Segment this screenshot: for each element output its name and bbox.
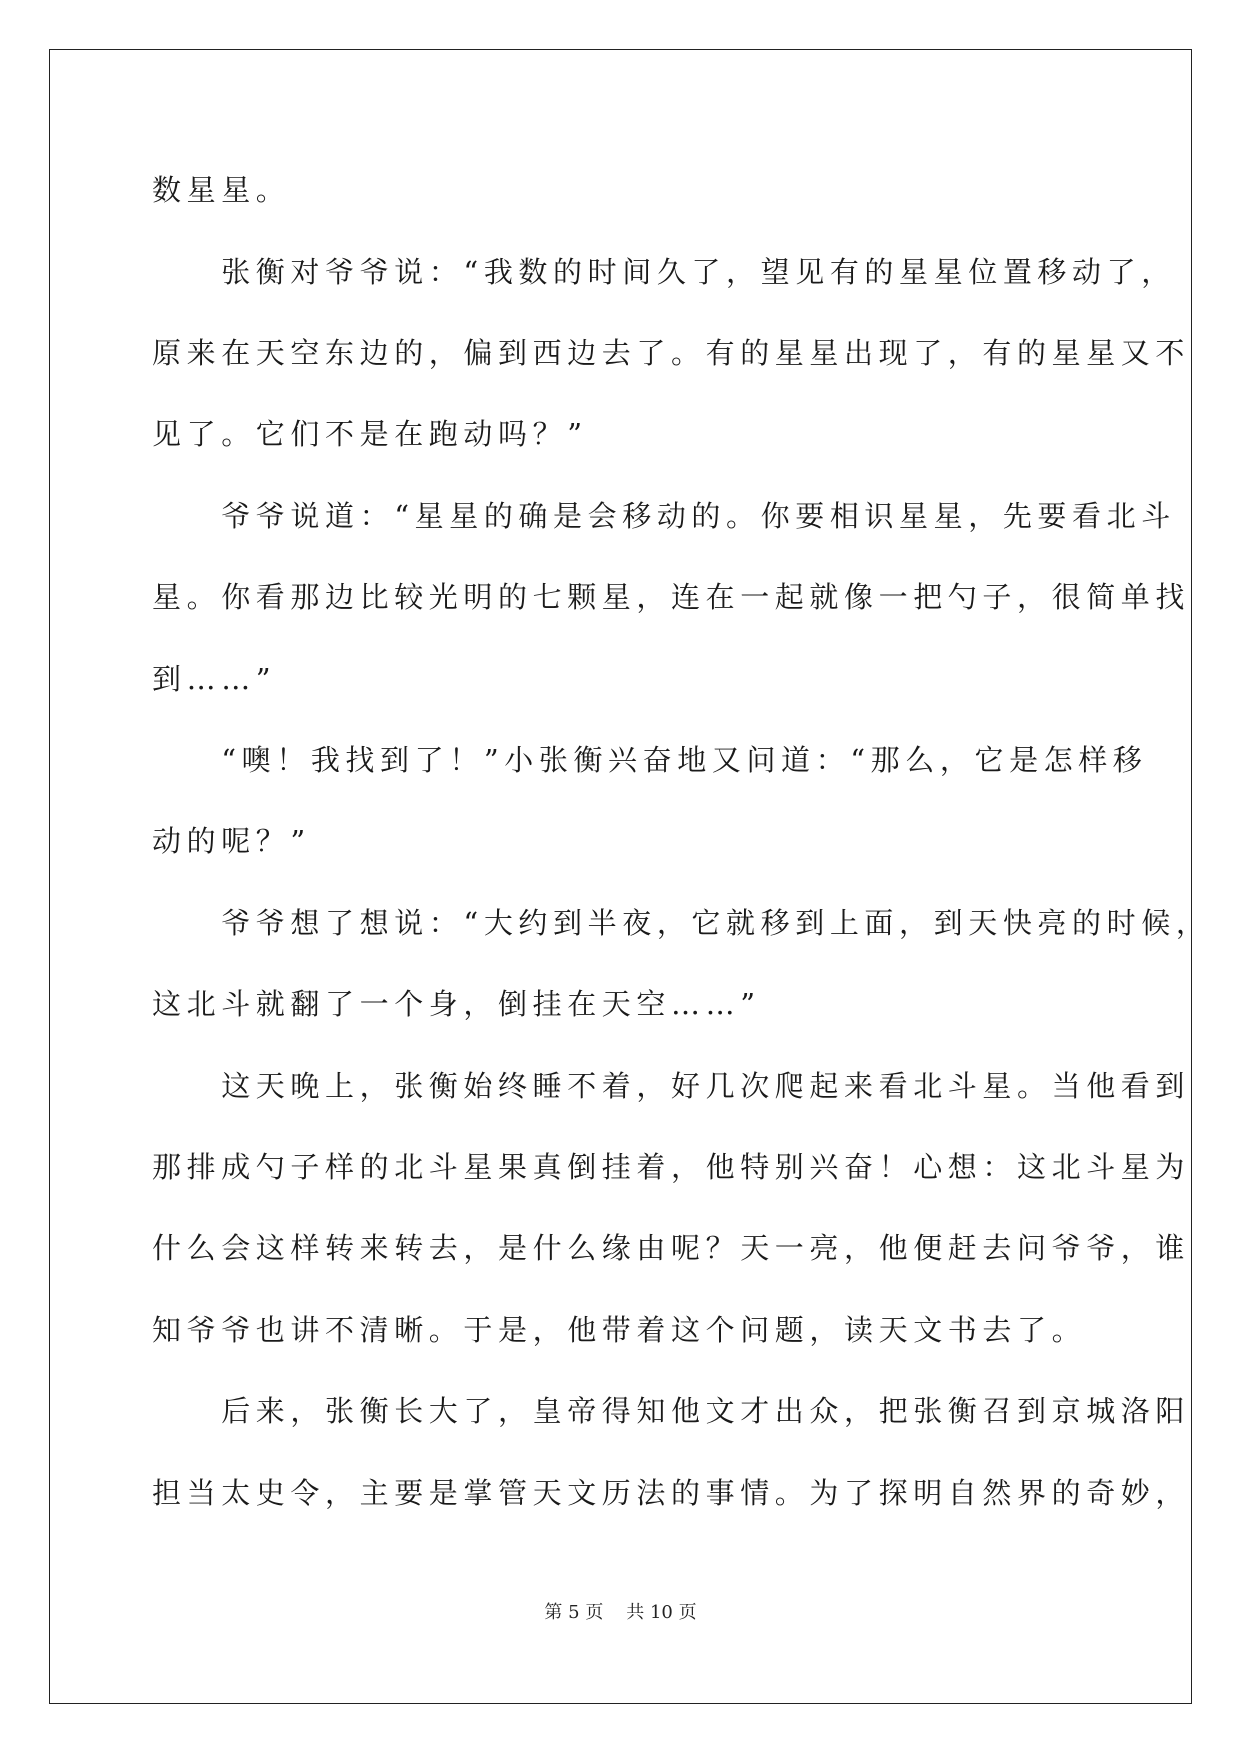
text-line: 这北斗就翻了一个身，倒挂在天空……”: [152, 987, 761, 1021]
text-line: 星。你看那边比较光明的七颗星，连在一起就像一把勺子，很简单找: [152, 580, 1191, 614]
text-line: 后来，张衡长大了，皇帝得知他文才出众，把张衡召到京城洛阳: [152, 1394, 1191, 1428]
text-line: 这天晚上，张衡始终睡不着，好几次爬起来看北斗星。当他看到: [152, 1069, 1191, 1103]
text-line: “噢！我找到了！”小张衡兴奋地又问道：“那么，它是怎样移: [152, 743, 1148, 777]
text-line: 到……”: [152, 662, 277, 696]
text-line: 数星星。: [152, 173, 291, 207]
page-border: [49, 49, 1192, 1704]
text-line: 见了。它们不是在跑动吗？”: [152, 417, 588, 451]
text-line: 爷爷说道：“星星的确是会移动的。你要相识星星，先要看北斗: [152, 499, 1176, 533]
page-footer: [0, 1598, 1241, 1624]
text-line: 担当太史令，主要是掌管天文历法的事情。为了探明自然界的奇妙，: [152, 1476, 1191, 1510]
page-number: 第 5 页: [544, 1602, 604, 1623]
text-line: 爷爷想了想说：“大约到半夜，它就移到上面，到天快亮的时候，: [152, 906, 1211, 940]
total-pages: 共 10 页: [626, 1602, 697, 1623]
text-line: 知爷爷也讲不清晰。于是，他带着这个问题，读天文书去了。: [152, 1313, 1087, 1347]
text-line: 张衡对爷爷说：“我数的时间久了，望见有的星星位置移动了，: [152, 255, 1176, 289]
text-line: 那排成勺子样的北斗星果真倒挂着，他特别兴奋！心想：这北斗星为: [152, 1150, 1191, 1184]
text-line: 动的呢？”: [152, 824, 311, 858]
text-line: 什么会这样转来转去，是什么缘由呢？天一亮，他便赶去问爷爷，谁: [152, 1231, 1191, 1265]
text-line: 原来在天空东边的，偏到西边去了。有的星星出现了，有的星星又不: [152, 336, 1191, 370]
